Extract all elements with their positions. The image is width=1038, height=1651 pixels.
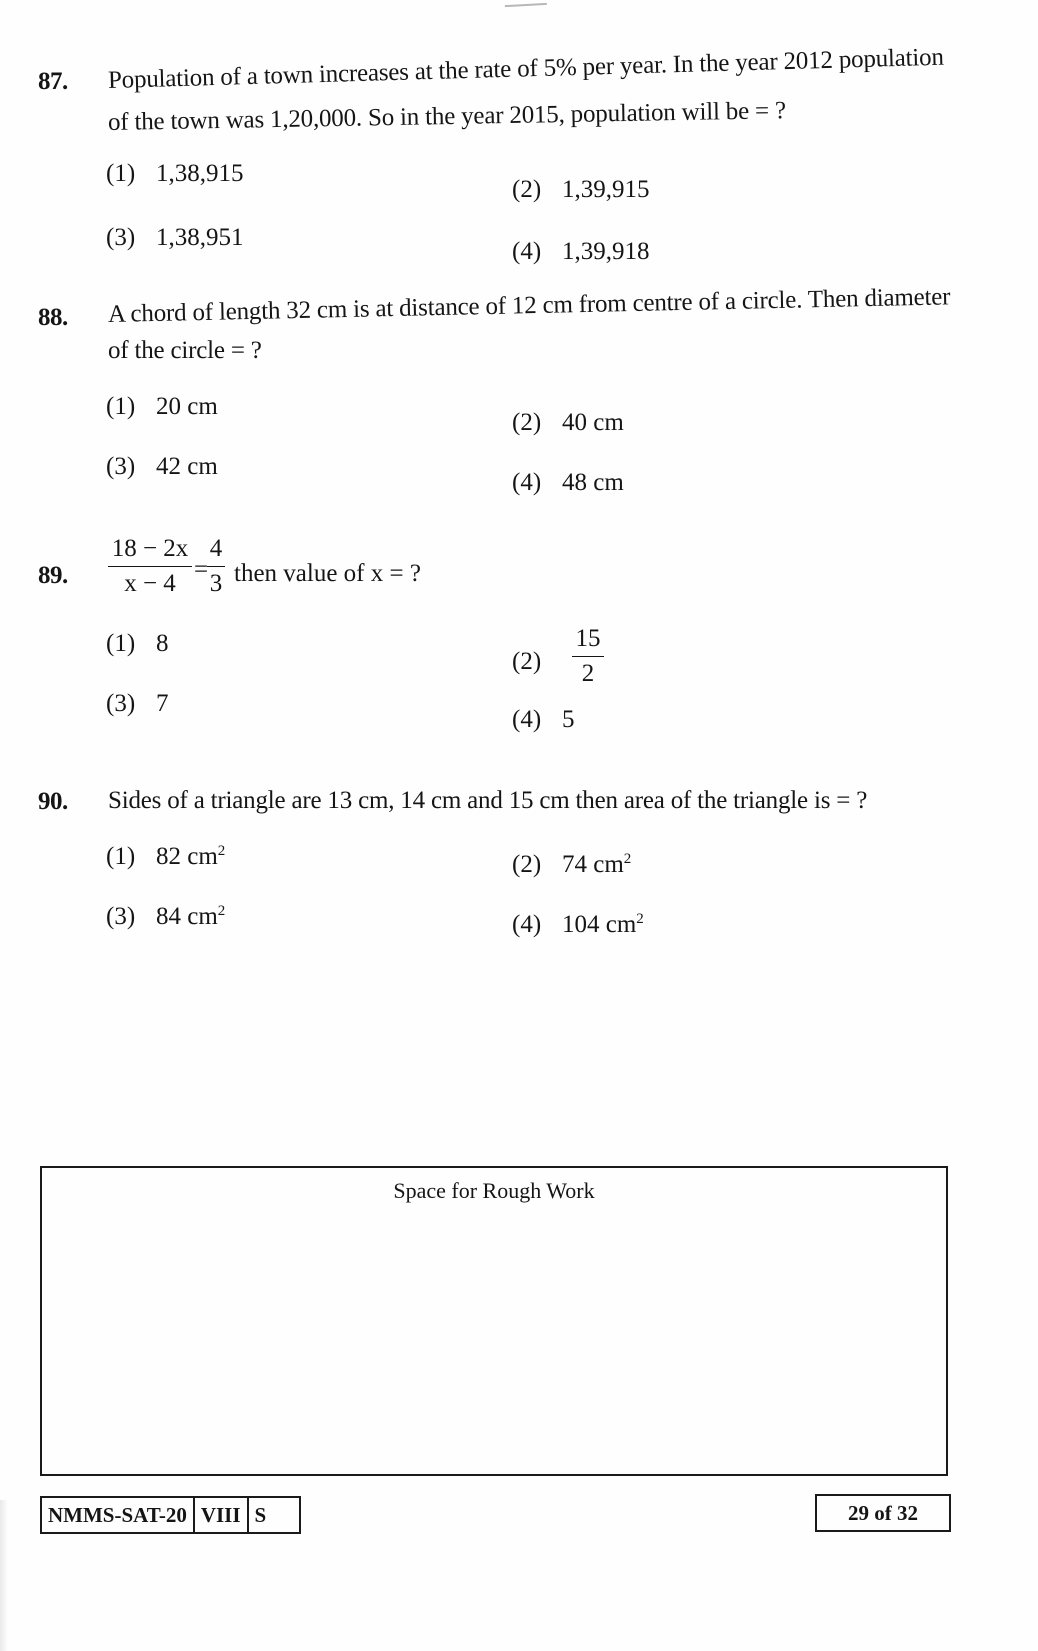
option-label: (1) <box>106 393 136 420</box>
footer-set: S <box>254 1503 267 1527</box>
footer-class: VIII <box>195 1498 249 1532</box>
option-label: (4) <box>512 706 542 733</box>
fraction-bar <box>207 566 225 567</box>
question-88-option-4[interactable] <box>512 469 624 497</box>
fraction-denominator: x − 4 <box>124 570 176 597</box>
fraction-numerator: 15 <box>575 625 601 652</box>
rough-work-area[interactable] <box>40 1166 948 1476</box>
question-87-option-2[interactable] <box>512 176 650 204</box>
option-value: 74 cm <box>562 851 624 878</box>
question-90-option-3[interactable] <box>106 903 225 931</box>
option-value: 48 cm <box>562 469 624 496</box>
question-90-option-2[interactable] <box>512 851 631 879</box>
option-value: 104 cm <box>562 911 637 938</box>
option-value: 1,38,951 <box>156 224 244 251</box>
question-90-number: 90. <box>38 788 68 815</box>
option-label: (2) <box>512 409 542 436</box>
question-88-text-line2: of the circle = ? <box>108 337 262 364</box>
option-value: 1,38,915 <box>156 160 244 187</box>
option-superscript: 2 <box>623 851 632 867</box>
option-superscript: 2 <box>217 843 226 859</box>
page-number: 29 of 32 <box>815 1494 951 1532</box>
question-89-equals: = <box>194 556 209 583</box>
option-label: (3) <box>106 903 136 930</box>
question-88-option-1[interactable] <box>106 393 218 421</box>
option-label: (4) <box>512 238 542 265</box>
question-89-text: then value of x = ? <box>234 560 421 587</box>
option-label: (3) <box>106 224 136 251</box>
question-89-fraction-right <box>207 534 225 599</box>
question-89-option-2-fraction <box>572 624 604 689</box>
question-89-fraction-left <box>108 534 192 599</box>
option-label: (2) <box>512 176 542 203</box>
footer-exam-code-box <box>40 1496 301 1534</box>
option-value: 40 cm <box>562 409 624 436</box>
question-87-option-1[interactable] <box>106 160 244 188</box>
option-value: 20 cm <box>156 393 218 420</box>
option-label: (3) <box>106 690 136 717</box>
question-90-option-4[interactable] <box>512 911 644 939</box>
option-label: (1) <box>106 843 136 870</box>
option-value: 8 <box>156 630 169 657</box>
option-label: (1) <box>106 160 136 187</box>
fraction-bar <box>572 656 604 657</box>
option-label: (2) <box>512 648 542 675</box>
rough-work-title: Space for Rough Work <box>393 1178 595 1203</box>
question-87-option-4[interactable] <box>512 238 650 266</box>
option-value: 1,39,918 <box>562 238 650 265</box>
option-value: 82 cm <box>156 843 218 870</box>
option-superscript: 2 <box>217 903 226 919</box>
fraction-denominator: 2 <box>581 660 595 687</box>
question-89-number: 89. <box>38 562 68 589</box>
fraction-bar <box>108 566 192 567</box>
option-superscript: 2 <box>636 911 644 927</box>
option-label: (1) <box>106 630 136 657</box>
option-value: 1,39,915 <box>562 176 650 203</box>
option-label: (4) <box>512 911 542 938</box>
option-value: 84 cm <box>156 903 218 930</box>
question-87-text-line2: of the town was 1,20,000. So in the year 2015, population will be = ? <box>107 97 787 136</box>
question-89-option-1[interactable] <box>106 630 169 658</box>
question-90-option-1[interactable] <box>106 843 225 871</box>
question-89-option-3[interactable] <box>106 690 169 718</box>
question-88-text-line1: A chord of length 32 cm is at distance of 12 cm from centre of a circle. Then diameter <box>107 283 951 328</box>
option-label: (4) <box>512 469 542 496</box>
fraction-numerator: 4 <box>209 535 223 562</box>
footer-exam-code: NMMS-SAT-20 <box>42 1498 195 1532</box>
question-90-text: Sides of a triangle are 13 cm, 14 cm and 15 cm then area of the triangle is = ? <box>108 787 868 814</box>
option-label: (3) <box>106 453 136 480</box>
question-87-option-3[interactable] <box>106 224 244 252</box>
question-89-option-4[interactable] <box>512 706 575 734</box>
scan-mark <box>505 3 547 13</box>
option-label: (2) <box>512 851 542 878</box>
question-88-option-2[interactable] <box>512 409 624 437</box>
fraction-numerator: 18 − 2x <box>111 535 189 562</box>
option-value: 7 <box>156 690 169 717</box>
question-89-option-2[interactable] <box>512 648 562 676</box>
scan-edge-shadow <box>0 1500 8 1651</box>
question-88-option-3[interactable] <box>106 453 218 481</box>
question-87-number: 87. <box>38 68 68 95</box>
option-value: 5 <box>562 706 575 733</box>
question-87-text-line1: Population of a town increases at the rate of 5% per year. In the year 2012 population <box>107 43 945 94</box>
fraction-denominator: 3 <box>209 570 223 597</box>
option-value: 42 cm <box>156 453 218 480</box>
question-88-number: 88. <box>38 304 68 331</box>
